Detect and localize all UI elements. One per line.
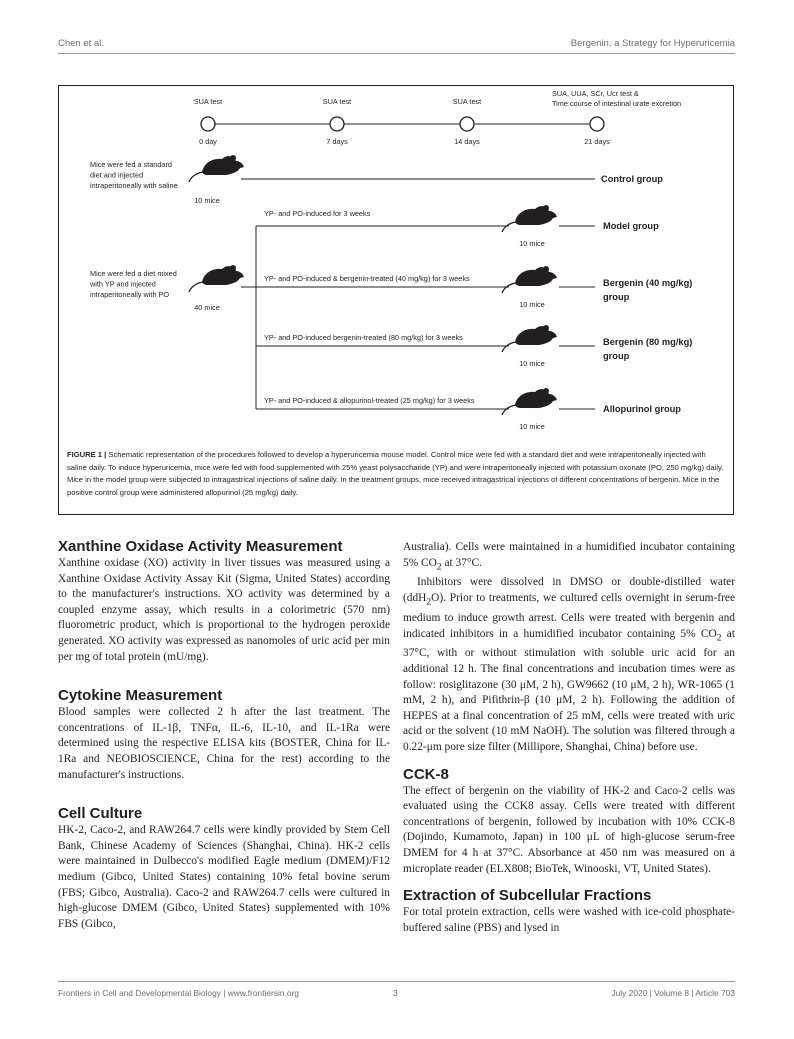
branch-treatment-label-line: YP- and PO-induced & bergenin-treated (40 mg/kg) for 3 weeks	[264, 274, 470, 283]
experiment-schematic	[59, 86, 735, 446]
paragraph-inhibitors	[403, 575, 735, 755]
running-head-authors: Chen et al.	[58, 38, 104, 49]
text-run: Australia). Cells were maintained in a humidified incubator containing 5% CO	[403, 541, 735, 569]
branch-count-line: 10 mice	[519, 239, 545, 248]
timepoint-day-label-line: 0 day	[199, 137, 217, 146]
control-description-line: intraperitoneally with saline	[90, 181, 178, 190]
control-count-line: 10 mice	[194, 196, 220, 205]
timepoint-test-label	[552, 89, 681, 108]
control-count	[194, 196, 220, 205]
caption-label: FIGURE 1 |	[67, 450, 107, 459]
model-count	[194, 303, 220, 312]
branch-treatment-label-line: YP- and PO-induced for 3 weeks	[264, 209, 371, 218]
paragraph-incubator	[403, 540, 735, 575]
branch-treatment-label	[264, 209, 371, 218]
text-run: at 37°C, with or without stimulation with soluble uric acid for an additional 12 h. The final concentrations and incubation times were as follow: rosiglitazone (30 μM, 2 h), GW9662 (10 μM, 2 h), WR-1065 (1 mM, 2 h), and Pifithrin-β (10 μM, 2 h). Following the addition of HEPES at a final concentration of 25 mM, cells were treated with uric acid or the solvent (10 mM NaOH). The solution was filtered through a 0.22-μm pore size filter (Millipore, Shanghai, China) before use.	[403, 627, 735, 753]
timepoint-test-label	[323, 97, 351, 106]
branch-group-label-line: Allopurinol group	[603, 404, 681, 414]
branch-group-label-line: group	[603, 351, 630, 361]
section-text-cck8: The effect of bergenin on the viability of HK-2 and Caco-2 cells was evaluated using the CCK8 assay. Cells were treated with different concentrations of bergenin, followed by incubation with 10% CCK-8 (Dojindo, Kumamoto, Japan) in 100 μL of high-glucose serum-free DMEM for 4 h at 37°C. Absorbance at 450 nm was measured on a microplate reader (ELX808; BioTek, Winooski, VT, United States).	[403, 784, 735, 875]
timepoint-marker	[590, 117, 604, 131]
running-head-title: Bergenin, a Strategy for Hyperuricemia	[570, 38, 735, 49]
control-mouse-icon	[189, 155, 244, 182]
timepoint-test-label-line: SUA, UUA, SCr, Ucr test &	[552, 89, 639, 98]
section-text-cytokine: Blood samples were collected 2 h after the last treatment. The concentrations of IL-1β, TNFα, IL-6, IL-10, and IL-1Ra were determined using the respective ELISA kits (BOSTER, China for IL-1Ra and NEOBIOSCIENCE, China for the rest) according to the manufacturer's instructions.	[58, 706, 390, 781]
branch-treatment-label	[264, 274, 470, 283]
branch-count	[519, 300, 545, 309]
subscript: 2	[426, 597, 432, 608]
control-description-line: diet and injected	[90, 170, 144, 180]
timepoint-day-label-line: 7 days	[326, 137, 348, 146]
branch-group-label-line: Model group	[603, 221, 659, 231]
timepoint-test-label-line: SUA test	[322, 97, 352, 106]
control-group-label	[601, 174, 663, 184]
subscript: 2	[436, 561, 442, 572]
subscript: 2	[716, 632, 722, 643]
branch-count-line: 10 mice	[519, 359, 545, 368]
timepoint-day-label	[326, 137, 348, 146]
model-mouse-icon	[189, 265, 244, 292]
section-text-extraction: For total protein extraction, cells were washed with ice-cold phosphate-buffered saline (PBS) and lysed in	[403, 906, 735, 934]
control-description	[90, 160, 178, 190]
branch-count	[519, 359, 545, 368]
branch-treatment-label-line: YP- and PO-induced & allopurinol-treated (25 mg/kg) for 3 weeks	[264, 396, 475, 405]
branch-count	[519, 239, 545, 248]
branch-group-label-line: Bergenin (80 mg/kg)	[603, 337, 693, 347]
branch-mouse-icon	[502, 325, 557, 352]
model-description-line: with YP and injected	[90, 279, 156, 289]
branch-group-label	[603, 278, 692, 302]
right-column	[403, 540, 735, 936]
branch-mouse-icon	[502, 205, 557, 232]
text-run: Inhibitors were dissolved in DMSO or double-distilled water (ddH	[403, 576, 735, 605]
timepoint-day-label-line: 14 days	[454, 137, 480, 146]
text-run: at 37°C.	[441, 556, 482, 569]
timepoint-test-label	[194, 97, 222, 106]
branch-count	[519, 422, 545, 431]
branch-group-label	[603, 337, 692, 361]
section-title-extraction: Extraction of Subcellular Fractions	[403, 887, 652, 905]
control-group-label-line: Control group	[601, 174, 663, 184]
branch-mouse-icon	[502, 266, 557, 293]
footer-issue: July 2020 | Volume 8 | Article 703	[611, 988, 735, 998]
branch-group-label-line: Bergenin (40 mg/kg)	[603, 278, 693, 288]
branch-mouse-icon	[502, 388, 557, 415]
left-column	[58, 538, 390, 932]
timepoint-marker	[460, 117, 474, 131]
timepoint-marker	[330, 117, 344, 131]
control-description-line: Mice were fed a standard	[90, 160, 172, 169]
branch-treatment-label-line: YP- and PO-induced bergenin-treated (80 mg/kg) for 3 weeks	[264, 333, 463, 342]
caption-text: Schematic representation of the procedures followed to develop a hyperuricemia mouse model. Control mice were fed with a standard diet and were intraperitoneally injected with saline daily. To induce hyperuricemia, mice were fed with food supplemented with 25% yeast polysaccharide (YP) and were intraperitoneally injected with potassium oxonate (PO, 250 mg/kg) daily. Mice in the model group were subjected to intragastrical injections of saline daily. In the treatment groups, mice received intragastrical injections of different concentrations of bergenin. Mice in the positive control group were administered allopurinol (25 mg/kg) daily.	[67, 450, 724, 497]
timepoint-day-label	[584, 137, 610, 146]
branch-group-label	[603, 404, 681, 414]
timepoint-day-label	[454, 137, 480, 146]
section-title-xo: Xanthine Oxidase Activity Measurement	[58, 538, 343, 555]
timepoint-day-label-line: 21 days	[584, 137, 610, 146]
timepoint-test-label-line: SUA test	[193, 97, 223, 106]
section-title-cck8: CCK-8	[403, 765, 449, 783]
branch-treatment-label	[264, 396, 475, 405]
branch-group-label	[603, 221, 659, 231]
timepoint-test-label	[453, 97, 481, 106]
branch-treatment-label	[264, 333, 463, 342]
branch-group-label-line: group	[603, 292, 630, 302]
timepoint-test-label-line: Time course of intestinal urate excretion	[552, 99, 682, 108]
model-description-line: intraperitoneally with PO	[90, 290, 170, 299]
model-description-line: Mice were fed a diet mixed	[90, 269, 177, 278]
model-description	[89, 269, 177, 299]
footer-rule	[58, 981, 735, 982]
section-title-cytokine: Cytokine Measurement	[58, 687, 223, 705]
text-run: O). Prior to treatments, we cultured cells overnight in serum-free medium to induce growth arrest. Cells were treated with bergenin and indicated inhibitors in a humidified incubator containing 5% CO	[403, 592, 735, 640]
branch-count-line: 10 mice	[519, 300, 545, 309]
branch-count-line: 10 mice	[519, 422, 545, 431]
timepoint-test-label-line: SUA test	[452, 97, 482, 106]
footer-journal: Frontiers in Cell and Developmental Biology | www.frontiersin.org	[58, 988, 299, 998]
header-rule	[58, 53, 735, 54]
section-text-xo: Xanthine oxidase (XO) activity in liver tissues was measured using a Xanthine Oxidase Activity Assay Kit (Sigma, United States) according to the manufacturer's instructions. XO activity was determined by a coupled enzyme assay, which results in a colorimetric (570 nm) fluorometric product, which is proportional to the hydrogen peroxide generated. XO activity was expressed as nanomoles of uric acid per min per mg of total protein (mU/mg).	[58, 557, 390, 663]
model-count-line: 40 mice	[194, 303, 220, 312]
timepoint-marker	[201, 117, 215, 131]
timepoint-day-label	[199, 137, 217, 146]
figure-caption	[67, 449, 727, 499]
footer-page-number: 3	[393, 988, 398, 998]
section-text-cell-culture: HK-2, Caco-2, and RAW264.7 cells were kindly provided by Stem Cell Bank, Chinese Academy of Sciences (Shanghai, China). HK-2 cells were maintained in Dulbecco's modified Eagle medium (DMEM)/F12 medium (Gibco, United States) containing 10% fetal bovine serum (FBS; Gibco, Australia). Caco-2 and RAW264.7 cells were cultured in high-glucose DMEM (Gibco, United States) supplemented with 10% FBS (Gibco,	[58, 824, 390, 930]
figure-1	[58, 85, 734, 515]
section-title-cell-culture: Cell Culture	[58, 805, 143, 823]
